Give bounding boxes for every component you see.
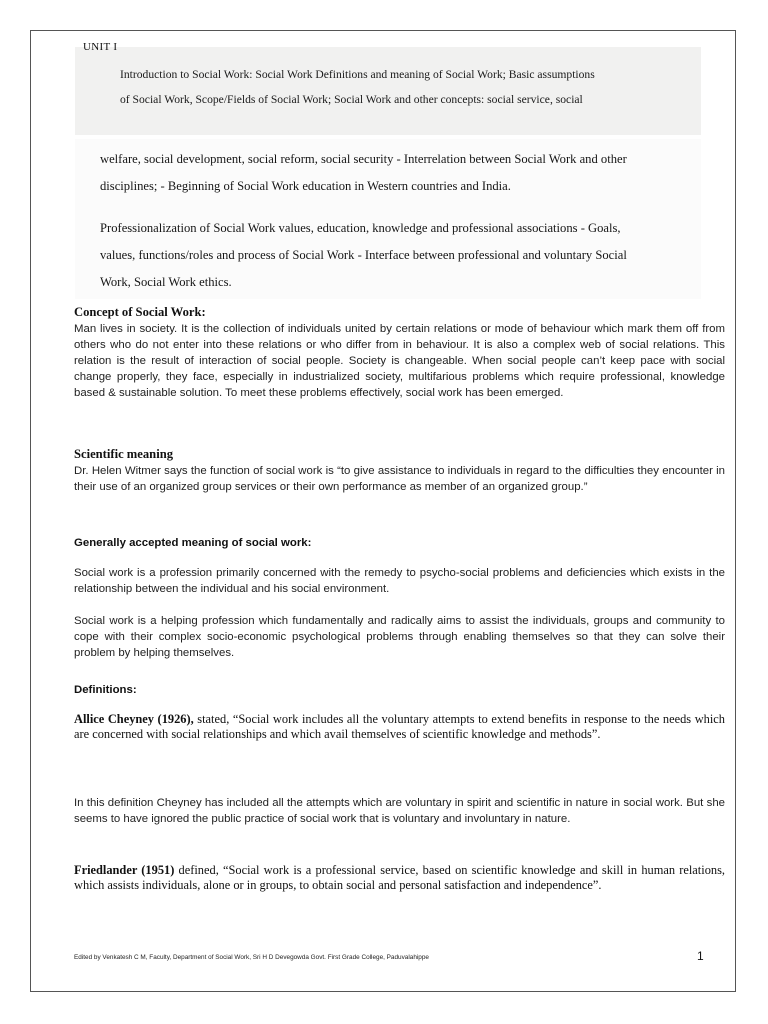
scientific-paragraph: Dr. Helen Witmer says the function of social work is “to give assistance to individuals in regard to the difficulties they encounter in their use of an organized group services or their own performance as member of an organized group.”: [74, 465, 725, 493]
page-number: 1: [697, 949, 704, 963]
unit-label: UNIT I: [83, 41, 118, 53]
general-heading: Generally accepted meaning of social work:: [74, 537, 312, 549]
syllabus-line-7: Work, Social Work ethics.: [100, 275, 232, 289]
scientific-heading: Scientific meaning: [74, 447, 173, 461]
friedlander-definition: [74, 863, 725, 893]
definitions-heading: Definitions:: [74, 684, 137, 696]
syllabus-scan-top: [75, 47, 701, 135]
syllabus-line-3: welfare, social development, social reform, social security - Interrelation between Social Work and other: [100, 152, 627, 166]
concept-paragraph: Man lives in society. It is the collection of individuals united by certain relations or mode of behaviour which mark them off from others who do not enter into these relations or who differ from in behaviour. It is also a complex web of social relations. This relation is the result of interaction of social people. Society is changeable. When social people can’t keep pace with social change properly, they face, especially in industrialized society, multifarious problems which require professional, knowledge based & sustainable solution. To meet these problems effectively, social work has been emerged.: [74, 323, 725, 399]
syllabus-line-1: Introduction to Social Work: Social Work Definitions and meaning of Social Work; Basic assumptions: [120, 68, 595, 81]
cheyney-comment: In this definition Cheyney has included all the attempts which are voluntary in spirit and scientific in nature in social work. But she seems to have ignored the public practice of social work that is voluntary and involuntary in nature.: [74, 797, 725, 825]
cheyney-author: Allice Cheyney (1926),: [74, 712, 194, 726]
cheyney-quote: stated, “Social work includes all the voluntary attempts to extend benefits in response to the needs which are concerned with social relationships and which avail themselves of scientific knowledge and methods”.: [74, 712, 725, 741]
cheyney-definition: [74, 712, 725, 742]
footer-credit: Edited by Venkatesh C M, Faculty, Department of Social Work, Sri H D Devegowda Govt. First Grade College, Paduvalahippe: [74, 954, 429, 961]
syllabus-line-5: Professionalization of Social Work values, education, knowledge and professional associations - Goals,: [100, 221, 621, 235]
concept-heading: Concept of Social Work:: [74, 305, 206, 319]
syllabus-line-2: of Social Work, Scope/Fields of Social Work; Social Work and other concepts: social service, social: [120, 93, 583, 106]
general-paragraph-1: Social work is a profession primarily concerned with the remedy to psycho-social problems and deficiencies which exists in the relationship between the individual and his social environment.: [74, 567, 725, 595]
document-page: [30, 30, 736, 992]
general-paragraph-2: Social work is a helping profession which fundamentally and radically aims to assist the individuals, groups and community to cope with their complex socio-economic psychological problems through enabling themselves so that they can solve their problem by helping themselves.: [74, 615, 725, 659]
syllabus-line-4: disciplines; - Beginning of Social Work education in Western countries and India.: [100, 179, 511, 193]
friedlander-quote: defined, “Social work is a professional service, based on scientific knowledge and skill in human relations, which assists individuals, alone or in groups, to obtain social and personal satisfaction and independence”.: [74, 863, 726, 892]
syllabus-line-6: values, functions/roles and process of Social Work - Interface between professional and voluntary Social: [100, 248, 627, 262]
syllabus-scan-bottom: [75, 139, 701, 299]
friedlander-author: Friedlander (1951): [74, 863, 175, 877]
